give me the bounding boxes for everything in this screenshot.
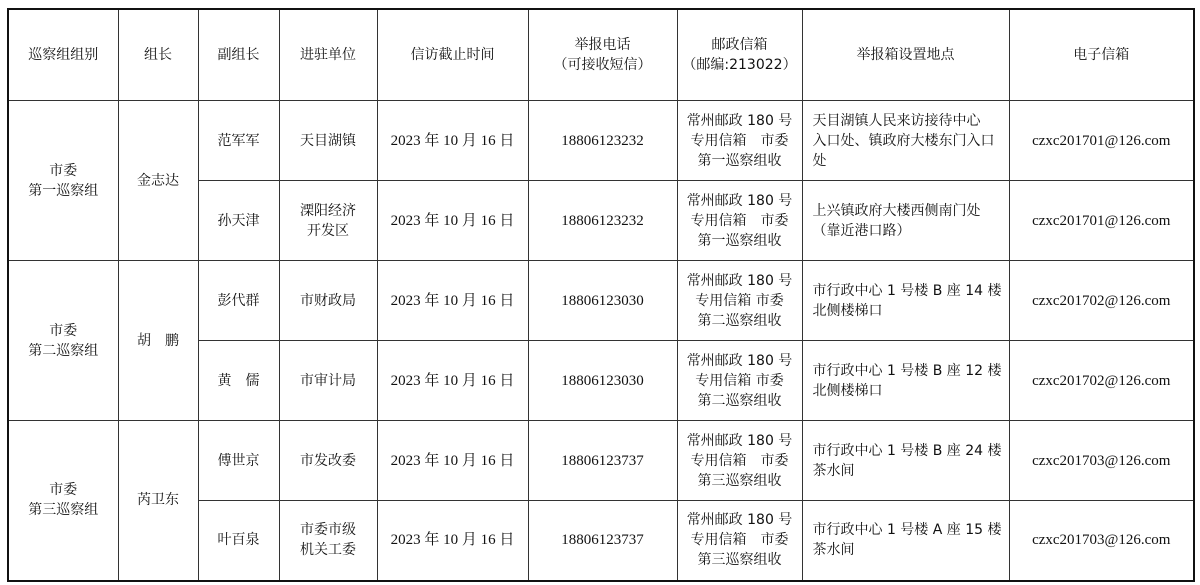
deadline-cell: 2023 年 10 月 16 日 [377, 181, 528, 261]
table-row [8, 421, 1194, 501]
unit-cell: 市委市级 机关工委 [279, 501, 377, 581]
box-location-cell: 天目湖镇人民来访接待中心 入口处、镇政府大楼东门入口 处 [802, 101, 1009, 181]
deadline-cell: 2023 年 10 月 16 日 [377, 421, 528, 501]
box-location-cell: 市行政中心 1 号楼 B 座 24 楼 茶水间 [802, 421, 1009, 501]
group-name: 市委 第三巡察组 [8, 421, 118, 581]
postbox-cell: 常州邮政 180 号 专用信箱 市委 第三巡察组收 [677, 421, 802, 501]
postbox-cell: 常州邮政 180 号 专用信箱 市委 第二巡察组收 [677, 261, 802, 341]
header-phone: 举报电话 （可接收短信） [528, 9, 677, 101]
deadline-cell: 2023 年 10 月 16 日 [377, 501, 528, 581]
deputy-cell: 范军军 [198, 101, 279, 181]
email-cell: czxc201701@126.com [1009, 181, 1194, 261]
box-location-cell: 市行政中心 1 号楼 B 座 12 楼 北侧楼梯口 [802, 341, 1009, 421]
header-row [8, 9, 1194, 101]
deadline-cell: 2023 年 10 月 16 日 [377, 261, 528, 341]
box-location-cell: 上兴镇政府大楼西侧南门处 （靠近港口路） [802, 181, 1009, 261]
phone-cell: 18806123030 [528, 341, 677, 421]
deputy-cell: 彭代群 [198, 261, 279, 341]
unit-cell: 溧阳经济 开发区 [279, 181, 377, 261]
header-unit: 进驻单位 [279, 9, 377, 101]
group-name: 市委 第一巡察组 [8, 101, 118, 261]
header-email: 电子信箱 [1009, 9, 1194, 101]
box-location-cell: 市行政中心 1 号楼 B 座 14 楼 北侧楼梯口 [802, 261, 1009, 341]
header-deputy: 副组长 [198, 9, 279, 101]
box-location-cell: 市行政中心 1 号楼 A 座 15 楼 茶水间 [802, 501, 1009, 581]
header-box-location: 举报箱设置地点 [802, 9, 1009, 101]
group-leader: 胡 鹏 [118, 261, 198, 421]
group-name: 市委 第二巡察组 [8, 261, 118, 421]
email-cell: czxc201701@126.com [1009, 101, 1194, 181]
deputy-cell: 叶百泉 [198, 501, 279, 581]
phone-cell: 18806123232 [528, 181, 677, 261]
unit-cell: 天目湖镇 [279, 101, 377, 181]
deputy-cell: 孙天津 [198, 181, 279, 261]
deadline-cell: 2023 年 10 月 16 日 [377, 101, 528, 181]
unit-cell: 市财政局 [279, 261, 377, 341]
header-group: 巡察组组别 [8, 9, 118, 101]
unit-cell: 市审计局 [279, 341, 377, 421]
email-cell: czxc201702@126.com [1009, 341, 1194, 421]
deputy-cell: 黄 儒 [198, 341, 279, 421]
header-leader: 组长 [118, 9, 198, 101]
phone-cell: 18806123030 [528, 261, 677, 341]
unit-cell: 市发改委 [279, 421, 377, 501]
postbox-cell: 常州邮政 180 号 专用信箱 市委 第三巡察组收 [677, 501, 802, 581]
phone-cell: 18806123232 [528, 101, 677, 181]
email-cell: czxc201702@126.com [1009, 261, 1194, 341]
phone-cell: 18806123737 [528, 421, 677, 501]
table-row [8, 101, 1194, 181]
email-cell: czxc201703@126.com [1009, 501, 1194, 581]
postbox-cell: 常州邮政 180 号 专用信箱 市委 第二巡察组收 [677, 341, 802, 421]
group-leader: 金志达 [118, 101, 198, 261]
inspection-table [7, 8, 1195, 582]
header-postbox: 邮政信箱 （邮编:213022） [677, 9, 802, 101]
deputy-cell: 傅世京 [198, 421, 279, 501]
postbox-cell: 常州邮政 180 号 专用信箱 市委 第一巡察组收 [677, 101, 802, 181]
deadline-cell: 2023 年 10 月 16 日 [377, 341, 528, 421]
group-leader: 芮卫东 [118, 421, 198, 581]
email-cell: czxc201703@126.com [1009, 421, 1194, 501]
header-deadline: 信访截止时间 [377, 9, 528, 101]
table-row [8, 261, 1194, 341]
phone-cell: 18806123737 [528, 501, 677, 581]
postbox-cell: 常州邮政 180 号 专用信箱 市委 第一巡察组收 [677, 181, 802, 261]
